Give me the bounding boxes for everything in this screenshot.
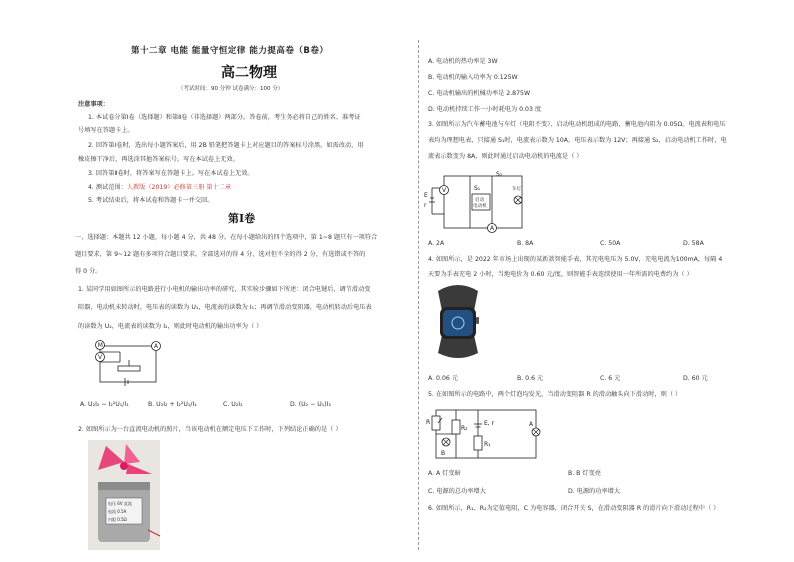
section-intro: 一、选择题：本题共 12 小题，每小题 4 分，共 48 分。在每小题给出的四个选项中，第 1~8 题只有一项符合	[75, 234, 378, 241]
q5-option-c[interactable]: C. 电源的总功率增大	[428, 488, 486, 495]
q1-option-b[interactable]: B. U₂I₂ + I₂²U₁/I₁	[148, 401, 197, 408]
section-title: 第Ⅰ卷	[228, 212, 256, 225]
q1-text: 1. 某同学用如图所示的电路进行小电机的输出功率的研究，其实验步骤如下所述：闭合电键后，调节滑动变	[78, 286, 371, 293]
paper-title: 第十二章 电能 能量守恒定律 能力提高卷（B卷）	[131, 46, 329, 56]
notes-heading: 注意事项：	[78, 101, 109, 108]
plate-line-2: 电流 0.5A	[108, 509, 127, 514]
resistor-r2-symbol	[452, 420, 460, 434]
q3-option-a[interactable]: A. 2A	[428, 240, 445, 247]
voltmeter-label: V	[442, 187, 447, 194]
q3-circuit-diagram	[424, 168, 530, 234]
label-R: R	[426, 419, 431, 426]
note-line: 5. 考试结束后，将本试卷和答题卡一并交回。	[88, 197, 214, 204]
note-scope-label: 4. 测试范围：	[88, 184, 127, 191]
q3-text: 3. 如图所示为汽车蓄电池与车灯（电阻不变）、启动电动机组成的电路，蓄电池内阻为 0.05Ω。电流表和电压	[428, 121, 726, 128]
q2-option-c[interactable]: C. 电动机输出的机械功率是 2.875W	[428, 90, 531, 97]
note-line: 号填写在答题卡上。	[78, 127, 134, 134]
dc-motor-photo	[88, 440, 160, 550]
q4-option-d[interactable]: D. 60 元	[683, 375, 708, 382]
q4-option-b[interactable]: B. 0.6 元	[517, 375, 544, 382]
subject-title: 高二物理	[221, 65, 277, 81]
q1-text: 阻器，电动机未转动时，电压表的读数为 U₁，电流表的读数为 I₁；再调节滑动变阻器，电动机转动后电压表	[78, 304, 372, 311]
column-divider	[418, 40, 419, 550]
label-R1: R₁	[484, 441, 491, 448]
note-line: 3. 回答第Ⅱ卷时，将答案写在答题卡上。写在本试卷上无效。	[88, 170, 254, 177]
q3-option-d[interactable]: D. 58A	[683, 240, 704, 247]
q1-circuit-diagram	[92, 338, 192, 388]
switch-s1-label: S₁	[474, 185, 481, 192]
section-intro: 得 0 分。	[75, 268, 102, 275]
q2-option-b[interactable]: B. 电动机的输入功率为 0.125W	[428, 74, 518, 81]
rheostat-symbol	[432, 416, 440, 430]
q5-option-b[interactable]: B. B 灯变亮	[568, 470, 601, 477]
battery-r-label: r	[424, 202, 427, 209]
smart-watch-image	[428, 283, 488, 358]
lamp-label: 车灯	[512, 187, 522, 192]
q5-text: 5. 在如图所示的电路中，两个灯泡均发光，当滑动变阻器 R 的滑动触头向下滑动时，则（ ）	[428, 391, 682, 398]
q3-text: 表均为理想电表，只接通 S₁时，电流表示数为 10A，电压表示数为 12V；再接通 S₂，启动电动机工作时，电	[428, 137, 727, 144]
label-E: E, r	[484, 420, 495, 427]
q4-text: 天要为手表充电 2 小时，当地电价为 0.60 元/度，则智能手表连续使用一年所需的电费约为（ ）	[428, 271, 693, 278]
q5-option-d[interactable]: D. 电源的功率增大	[568, 488, 621, 495]
q5-circuit-diagram	[428, 404, 543, 464]
voltmeter-label: V	[98, 354, 103, 362]
q1-option-d[interactable]: D. (U₂ − U₁)I₂	[290, 401, 331, 408]
q3-option-c[interactable]: C. 50A	[600, 240, 621, 247]
q2-option-d[interactable]: D. 电动机持续工作一小时耗电为 0.03 度	[428, 106, 542, 113]
q4-option-c[interactable]: C. 6 元	[600, 375, 621, 382]
ammeter-label: A	[154, 343, 159, 351]
motor-label-2: 电动机	[473, 204, 487, 209]
q1-option-c[interactable]: C. U₂I₂	[223, 401, 243, 408]
plate-line-3: 内阻 0.5Ω	[108, 517, 127, 522]
note-scope-value: 人教版（2019）必修第三册 第十二章	[126, 184, 232, 191]
right-column	[425, 0, 770, 562]
q1-option-a[interactable]: A. U₂I₂ − I₂²U₁/I₁	[80, 401, 129, 408]
label-R2: R₂	[461, 425, 468, 432]
label-B: B	[441, 450, 446, 457]
note-line: 橡皮擦干净后，再选涂其他答案标号。写在本试卷上无效。	[78, 156, 239, 163]
q6-text: 6. 如图所示，R₁、R₂为定值电阻，C 为电容器，闭合开关 S，在滑动变阻器 R 的滑片向下滑动过程中（ ）	[428, 505, 720, 512]
q2-option-a[interactable]: A. 电动机的热功率是 3W	[428, 58, 498, 65]
q2-text: 2. 如图所示为一台直流电动机的照片，当该电动机在额定电压下工作时，下列结论正确的是（ ）	[78, 426, 342, 433]
q5-option-a[interactable]: A. A 灯变暗	[428, 470, 461, 477]
exam-info: （考试时间：90 分钟 试卷满分：100 分）	[178, 86, 284, 92]
label-A: A	[529, 421, 534, 428]
q3-text: 流表示数变为 8A，则此时通过启动电动机的电流是（ ）	[428, 153, 583, 160]
ammeter-label: A	[490, 225, 495, 232]
switch-s2-label: S₂	[496, 171, 503, 178]
q3-option-b[interactable]: B. 8A	[517, 240, 534, 247]
motor-label: 启动	[475, 198, 485, 203]
q1-text: 的读数为 U₂，电流表的读数为 I₂，则此时电动机的输出功率为（ ）	[78, 323, 263, 330]
note-line	[88, 184, 231, 192]
left-column	[75, 0, 415, 562]
battery-e-label: E	[424, 192, 428, 199]
motor-m-label: M	[97, 342, 103, 350]
note-line: 1. 本试卷分第Ⅰ卷（选择题）和第Ⅱ卷（非选择题）两部分。答卷前，考生务必将自己的姓名、准考证	[88, 114, 361, 121]
q4-text: 4. 如图所示，是 2022 年市场上出现的某新款智能手表，其充电电压为 5.0V，充电电流为100mA，每隔 4	[428, 256, 723, 263]
q4-option-a[interactable]: A. 0.06 元	[428, 375, 458, 382]
section-intro: 题目要求，第 9~12 题有多项符合题目要求。全部选对的得 4 分，选对但不全的得 2 分，有选错或不答的	[75, 251, 366, 258]
resistor-r1-symbol	[474, 436, 482, 450]
note-line: 2. 回答第Ⅰ卷时，选出每小题答案后，用 2B 铅笔把答题卡上对应题目的答案标号涂黑。如需改动，用	[88, 142, 364, 149]
plate-line-1: 电压 6V 直流	[108, 501, 132, 506]
